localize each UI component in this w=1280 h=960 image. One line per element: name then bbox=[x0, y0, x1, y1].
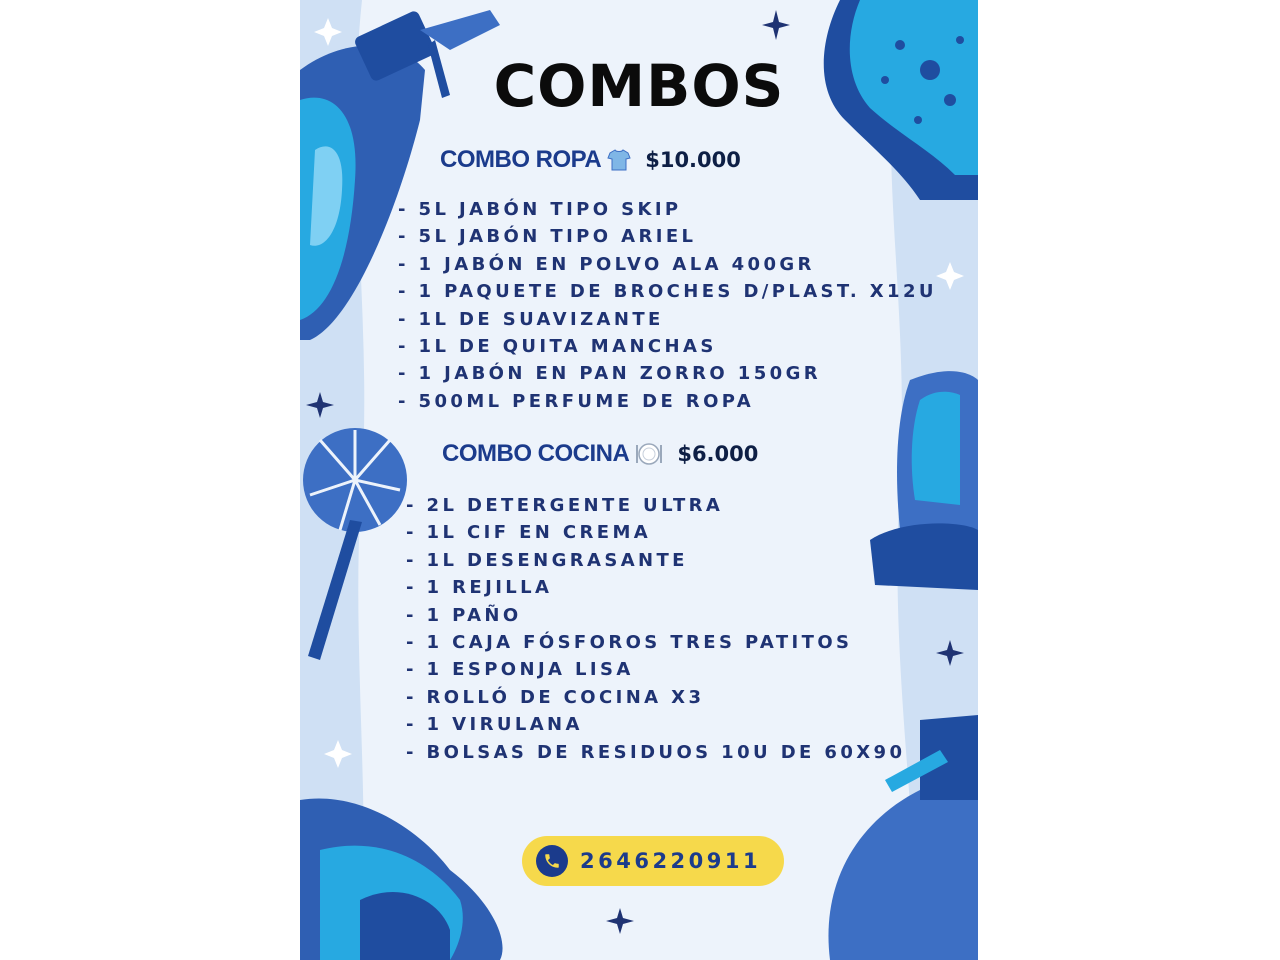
combo-cocina-header bbox=[442, 440, 758, 468]
plate-icon bbox=[635, 442, 663, 466]
combo-ropa-name: COMBO ROPA bbox=[440, 146, 602, 173]
combo-cocina-items bbox=[406, 492, 905, 766]
list-item: - 1 ESPONJA LISA bbox=[406, 656, 905, 683]
list-item: - 1 JABÓN EN POLVO ALA 400GR bbox=[398, 251, 937, 278]
center-panel bbox=[356, 0, 920, 960]
phone-number: 2646220911 bbox=[580, 849, 762, 873]
list-item: - 2L DETERGENTE ULTRA bbox=[406, 492, 905, 519]
combo-ropa-price: $10.000 bbox=[645, 148, 741, 172]
list-item: - 5L JABÓN TIPO SKIP bbox=[398, 196, 937, 223]
combo-cocina-price: $6.000 bbox=[677, 442, 759, 466]
list-item: - 1 CAJA FÓSFOROS TRES PATITOS bbox=[406, 629, 905, 656]
list-item: - 5L JABÓN TIPO ARIEL bbox=[398, 223, 937, 250]
list-item: - 1 VIRULANA bbox=[406, 711, 905, 738]
list-item: - 1 PAQUETE DE BROCHES D/PLAST. X12U bbox=[398, 278, 937, 305]
list-item: - 1 JABÓN EN PAN ZORRO 150GR bbox=[398, 360, 937, 387]
poster-title: COMBOS bbox=[493, 52, 785, 120]
poster-background-art bbox=[300, 0, 978, 960]
list-item: - 1L DE SUAVIZANTE bbox=[398, 306, 937, 333]
phone-icon bbox=[536, 845, 568, 877]
combo-ropa-items bbox=[398, 196, 937, 415]
list-item: - 500ML PERFUME DE ROPA bbox=[398, 388, 937, 415]
shirt-icon bbox=[607, 148, 631, 172]
combo-ropa-header bbox=[440, 146, 741, 174]
list-item: - 1L CIF EN CREMA bbox=[406, 519, 905, 546]
list-item: - 1 PAÑO bbox=[406, 602, 905, 629]
list-item: - 1L DESENGRASANTE bbox=[406, 547, 905, 574]
list-item: - 1L DE QUITA MANCHAS bbox=[398, 333, 937, 360]
combo-cocina-name: COMBO COCINA bbox=[442, 440, 630, 467]
list-item: - BOLSAS DE RESIDUOS 10U DE 60X90 bbox=[406, 739, 905, 766]
phone-contact-pill[interactable] bbox=[522, 836, 784, 886]
list-item: - ROLLÓ DE COCINA X3 bbox=[406, 684, 905, 711]
list-item: - 1 REJILLA bbox=[406, 574, 905, 601]
combos-poster bbox=[300, 0, 978, 960]
